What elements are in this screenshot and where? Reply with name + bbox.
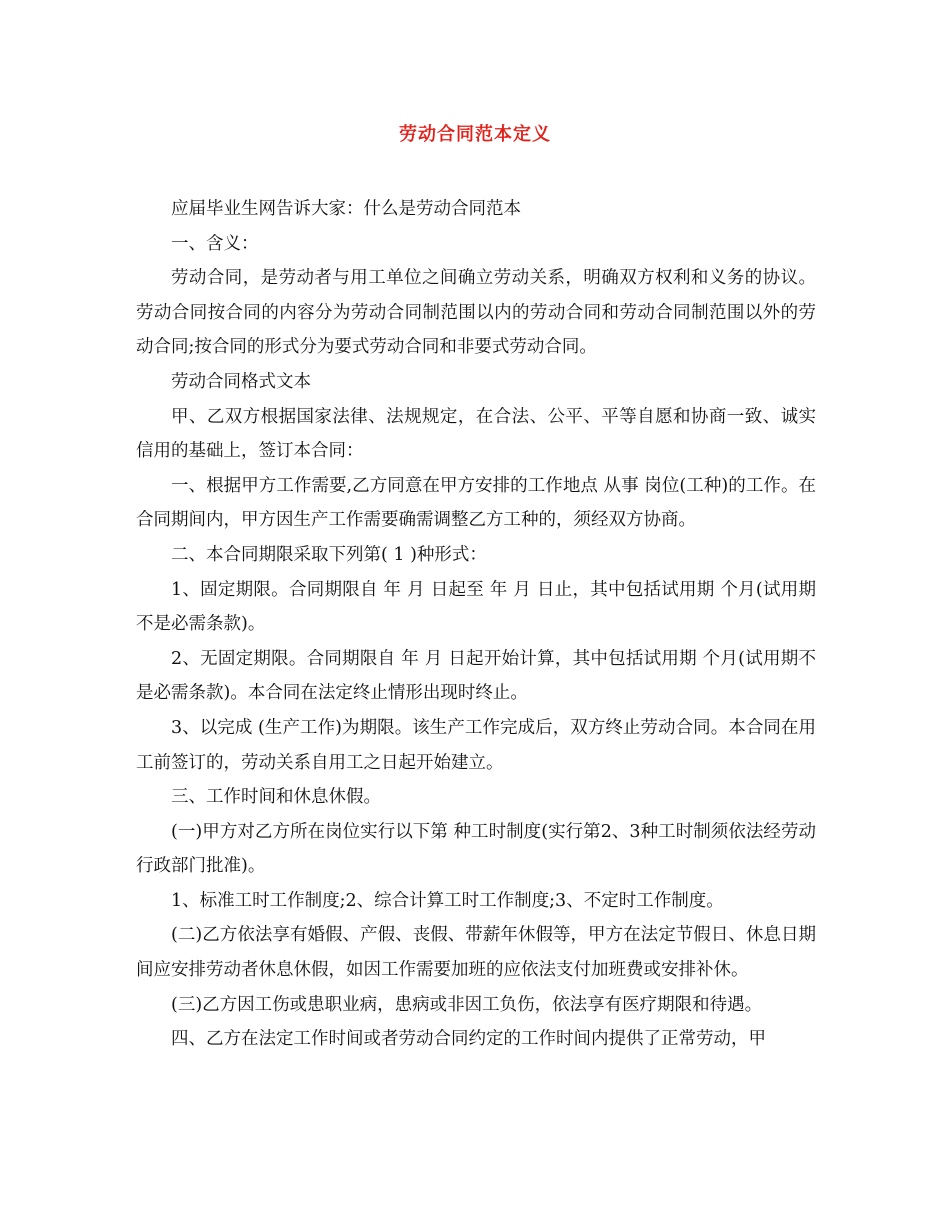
paragraph-clause-2: 二、本合同期限采取下列第( 1 )种形式： bbox=[171, 544, 487, 565]
paragraph-clause-2-2: 2、无固定期限。合同期限自 年 月 日起开始计算，其中包括试用期 个月(试用期不是必需条款)。本合同在法定终止情形出现时终止。 bbox=[136, 648, 816, 704]
paragraph-clause-2-1: 1、固定期限。合同期限自 年 月 日起至 年 月 日止，其中包括试用期 个月(试用期不是必需条款)。 bbox=[136, 579, 816, 635]
document-body bbox=[136, 192, 816, 1057]
paragraph-clause-4: 四、乙方在法定工作时间或者劳动合同约定的工作时间内提供了正常劳动，甲 bbox=[171, 1029, 766, 1050]
paragraph-clause-3-c: (三)乙方因工伤或患职业病，患病或非因工负伤，依法享有医疗期限和待遇。 bbox=[171, 994, 763, 1015]
paragraph-definition: 劳动合同，是劳动者与用工单位之间确立劳动关系，明确双方权利和义务的协议。劳动合同按合同的内容分为劳动合同制范围以内的劳动合同和劳动合同制范围以外的劳动合同;按合同的形式分为要式劳动合同和非要式劳动合同。 bbox=[136, 268, 816, 358]
paragraph-clause-2-3: 3、以完成 (生产工作)为期限。该生产工作完成后，双方终止劳动合同。本合同在用工前签订的，劳动关系自用工之日起开始建立。 bbox=[136, 717, 816, 773]
paragraph-clause-3-b: (二)乙方依法享有婚假、产假、丧假、带薪年休假等，甲方在法定节假日、休息日期间应安排劳动者休息休假，如因工作需要加班的应依法支付加班费或安排补休。 bbox=[136, 925, 816, 981]
page-title: 劳动合同范本定义 bbox=[399, 124, 551, 145]
paragraph-clause-3: 三、工作时间和休息休假。 bbox=[171, 787, 381, 808]
paragraph-clause-1: 一、根据甲方工作需要,乙方同意在甲方安排的工作地点 从事 岗位(工种)的工作。在合同期间内，甲方因生产工作需要确需调整乙方工种的，须经双方协商。 bbox=[136, 475, 816, 531]
paragraph-intro: 应届毕业生网告诉大家：什么是劳动合同范本 bbox=[171, 199, 521, 219]
paragraph-heading-meaning: 一、含义： bbox=[171, 233, 259, 254]
paragraph-template-heading: 劳动合同格式文本 bbox=[171, 371, 311, 392]
paragraph-clause-3-a-list: 1、标准工时工作制度;2、综合计算工时工作制度;3、不定时工作制度。 bbox=[171, 890, 724, 911]
paragraph-clause-3-a: (一)甲方对乙方所在岗位实行以下第 种工时制度(实行第2、3种工时制须依法经劳动行政部门批准)。 bbox=[136, 821, 816, 877]
paragraph-preamble: 甲、乙双方根据国家法律、法规规定，在合法、公平、平等自愿和协商一致、诚实信用的基础上，签订本合同： bbox=[136, 406, 816, 462]
